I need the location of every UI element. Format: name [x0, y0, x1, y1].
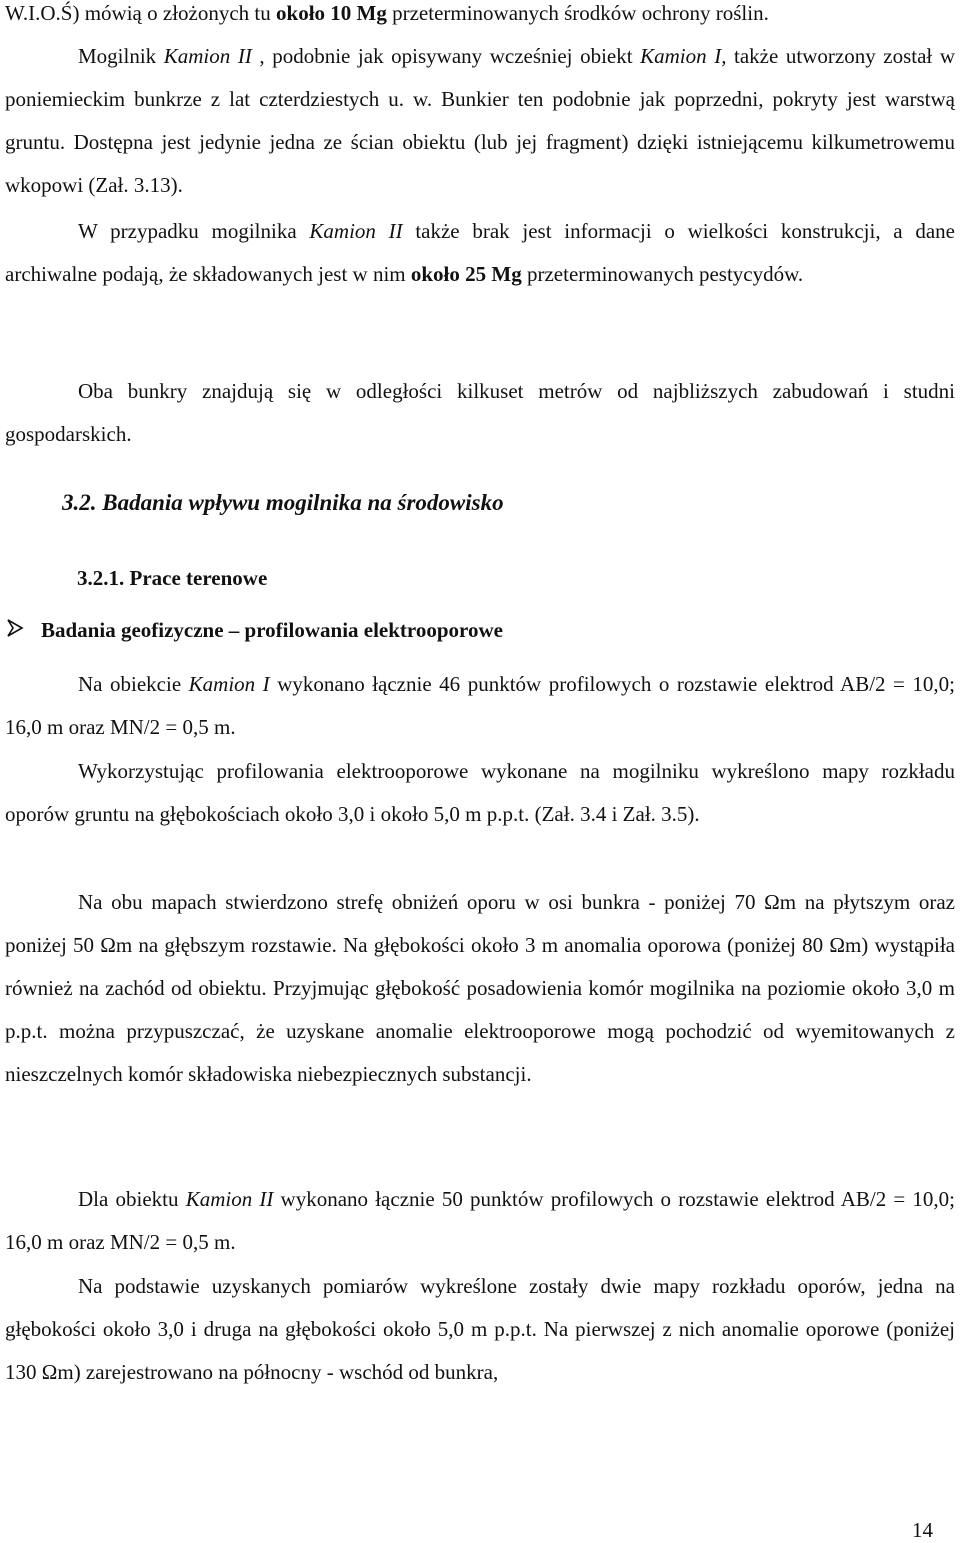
- paragraph-3: [5, 210, 955, 296]
- paragraph-1-text-end: przeterminowanych środków ochrony roślin.: [386, 1, 769, 25]
- paragraph-3-text-2: także brak jest informacji o wielkości konstrukcji, a dane archiwalne podają, że składowanych jest w nim: [5, 219, 955, 286]
- paragraph-1-text: W.I.O.Ś) mówią o złożonych tu: [5, 1, 277, 25]
- paragraph-5: [5, 663, 955, 749]
- paragraph-8-italic: Kamion II: [185, 1187, 274, 1211]
- paragraph-2-text: Mogilnik: [78, 44, 164, 68]
- paragraph-4: Oba bunkry znajdują się w odległości kilkuset metrów od najbliższych zabudowań i studni gospodarskich.: [5, 379, 955, 446]
- paragraph-2: [5, 35, 955, 207]
- paragraph-1: [5, 0, 955, 35]
- paragraph-2-italic-1: Kamion II: [163, 44, 252, 68]
- paragraph-8-text: Dla obiektu: [78, 1187, 186, 1211]
- paragraph-9: Na podstawie uzyskanych pomiarów wykreślone zostały dwie mapy rozkładu oporów, jedna na głębokości około 3,0 i druga na głębokości około 5,0 m p.p.t. Na pierwszej z nich anomalie oporowe (poniżej 130 Ωm) zarejestrowano na północny - wschód od bunkra,: [5, 1274, 955, 1384]
- paragraph-3-text: W przypadku mogilnika: [78, 219, 310, 243]
- paragraph-5-italic: Kamion I: [188, 672, 270, 696]
- paragraph-5-text: Na obiekcie: [78, 672, 189, 696]
- paragraph-8-text-2: wykonano łącznie 50 punktów profilowych o rozstawie elektrod AB/2 = 10,0; 16,0 m oraz MN/2 = 0,5 m.: [5, 1187, 956, 1254]
- bullet-item: [5, 618, 503, 643]
- paragraph-7: Na obu mapach stwierdzono strefę obniżeń oporu w osi bunkra - poniżej 70 Ωm na płytszym oraz poniżej 50 Ωm na głębszym rozstawie. Na głębokości około 3 m anomalia oporowa (poniżej 80 Ωm) wystąpiła również na zachód od obiektu. Przyjmując głębokość posadowienia komór mogilnika na poziomie około 3,0 m p.p.t. można przypuszczać, że uzyskane anomalie elektrooporowe mogą pochodzić od wyemitowanych z nieszczelnych komór składowiska niebezpiecznych substancji.: [5, 890, 955, 1086]
- paragraph-5-text-2: wykonano łącznie 46 punktów profilowych o rozstawie elektrod AB/2 = 10,0; 16,0 m oraz MN/2 = 0,5 m.: [5, 672, 956, 739]
- paragraph-2-text-3: także utworzony został w poniemieckim bunkrze z lat czterdziestych u. w. Bunkier ten podobnie jak poprzedni, pokryty jest warstwą gruntu. Dostępna jest jedynie jedna ze ścian obiektu (lub jej fragment) dzięki istniejącemu kilkumetrowemu wkopowi (Zał. 3.13).: [5, 44, 955, 197]
- paragraph-6: Wykorzystując profilowania elektrooporowe wykonane na mogilniku wykreślono mapy rozkładu oporów gruntu na głębokościach około 3,0 i około 5,0 m p.p.t. (Zał. 3.4 i Zał. 3.5).: [5, 759, 955, 826]
- paragraph-2-italic-2: Kamion I,: [640, 44, 727, 68]
- paragraph-3-italic: Kamion II: [309, 219, 403, 243]
- paragraph-1-bold: około 10 Mg: [276, 1, 387, 25]
- section-heading: 3.2. Badania wpływu mogilnika na środowisko: [62, 490, 504, 515]
- paragraph-2-text-2: , podobnie jak opisywany wcześniej obiekt: [251, 44, 641, 68]
- paragraph-3-bold: około 25 Mg: [410, 262, 522, 286]
- bullet-text: Badania geofizyczne – profilowania elektrooporowe: [41, 618, 503, 642]
- paragraph-8: [5, 1178, 955, 1264]
- page-number: 14: [912, 1518, 933, 1542]
- arrow-bullet-icon: [5, 618, 31, 643]
- paragraph-3-text-3: przeterminowanych pestycydów.: [521, 262, 804, 286]
- subsection-heading: 3.2.1. Prace terenowe: [77, 566, 268, 590]
